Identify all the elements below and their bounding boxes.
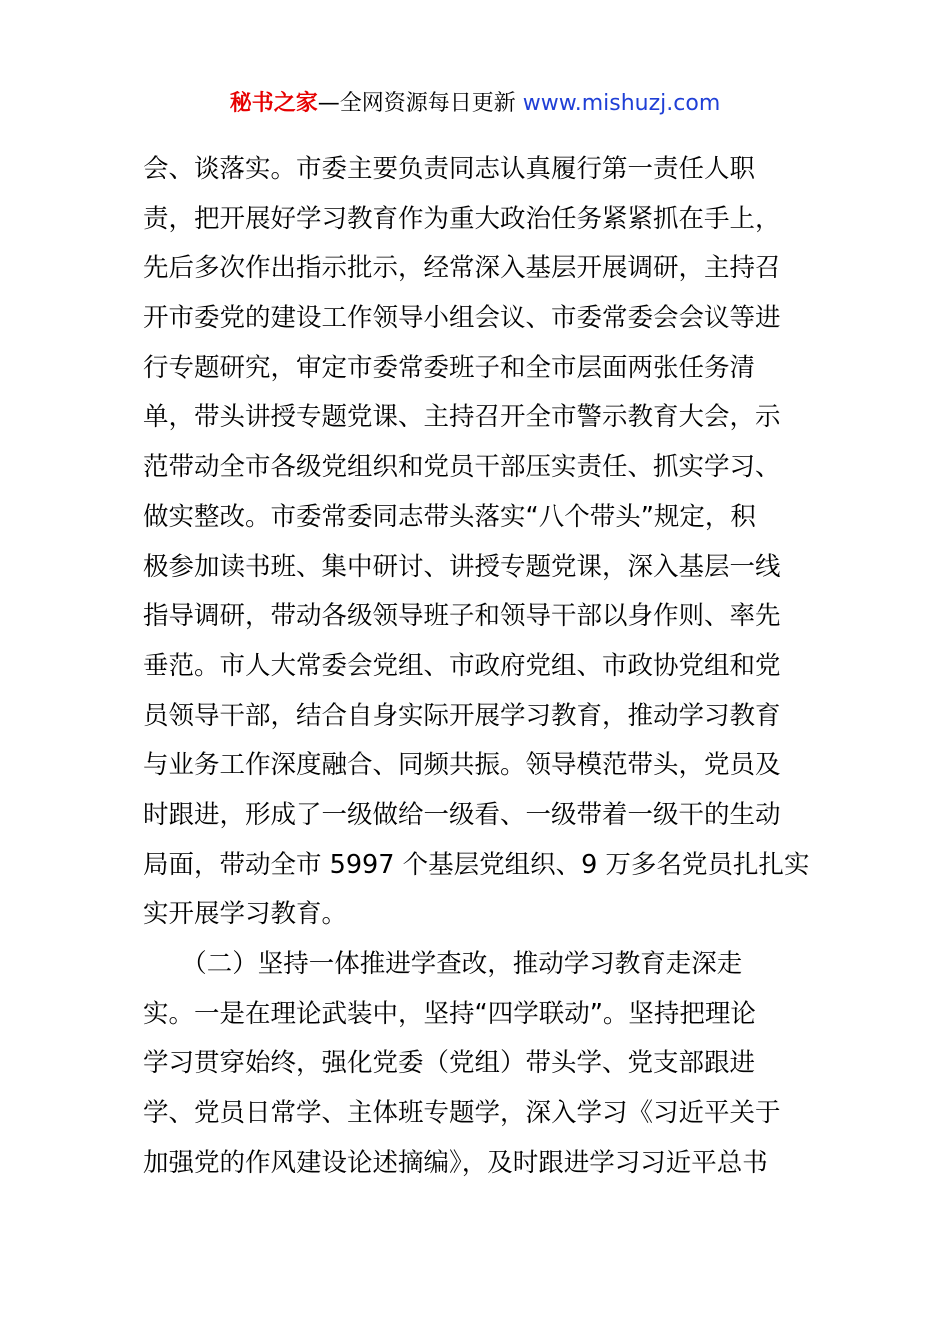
document-body: [143, 145, 813, 1188]
text-line: 实。一是在理论武装中，坚持“四学联动”。坚持把理论: [143, 998, 756, 1029]
site-header: [0, 88, 950, 120]
text-line: 员领导干部，结合自身实际开展学习教育，推动学习教育: [143, 700, 781, 731]
text-line: 指导调研，带动各级领导班子和领导干部以身作则、率先: [143, 601, 781, 632]
text-line: 实开展学习教育。: [143, 899, 348, 930]
text-line: 极参加读书班、集中研讨、讲授专题党课，深入基层一线: [143, 551, 781, 582]
header-url-link[interactable]: www.mishuzj.com: [522, 91, 721, 116]
text-line: 单，带头讲授专题党课、主持召开全市警示教育大会，示: [143, 402, 781, 433]
text-line: 加强党的作风建设论述摘编》，及时跟进学习习近平总书: [143, 1147, 768, 1178]
header-tagline: —全网资源每日更新: [317, 91, 523, 116]
text-line: 局面，带动全市 5997 个基层党组织、9 万多名党员扎扎实: [143, 849, 810, 880]
section-heading-line: （二）坚持一体推进学查改，推动学习教育走深走: [143, 949, 743, 979]
brand-name: 秘书之家: [229, 91, 318, 116]
text-line: 时跟进，形成了一级做给一级看、一级带着一级干的生动: [143, 799, 781, 830]
text-line: 垂范。市人大常委会党组、市政府党组、市政协党组和党: [143, 650, 781, 681]
text-line: 学习贯穿始终，强化党委（党组）带头学、党支部跟进: [143, 1048, 756, 1079]
text-line: 与业务工作深度融合、同频共振。领导模范带头，党员及: [143, 750, 781, 781]
text-line: 会、谈落实。市委主要负责同志认真履行第一责任人职: [143, 154, 756, 184]
text-line: 做实整改。市委常委同志带头落实“八个带头”规定，积: [143, 501, 756, 532]
text-line: 范带动全市各级党组织和党员干部压实责任、抓实学习、: [143, 452, 781, 483]
text-line: 学、党员日常学、主体班专题学，深入学习《习近平关于: [143, 1098, 781, 1129]
text-line: 先后多次作出指示批示，经常深入基层开展调研，主持召: [143, 253, 781, 284]
text-line: 开市委党的建设工作领导小组会议、市委常委会会议等进: [143, 303, 781, 334]
text-line: 行专题研究，审定市委常委班子和全市层面两张任务清: [143, 352, 756, 383]
text-line: 责，把开展好学习教育作为重大政治任务紧紧抓在手上，: [143, 203, 781, 234]
